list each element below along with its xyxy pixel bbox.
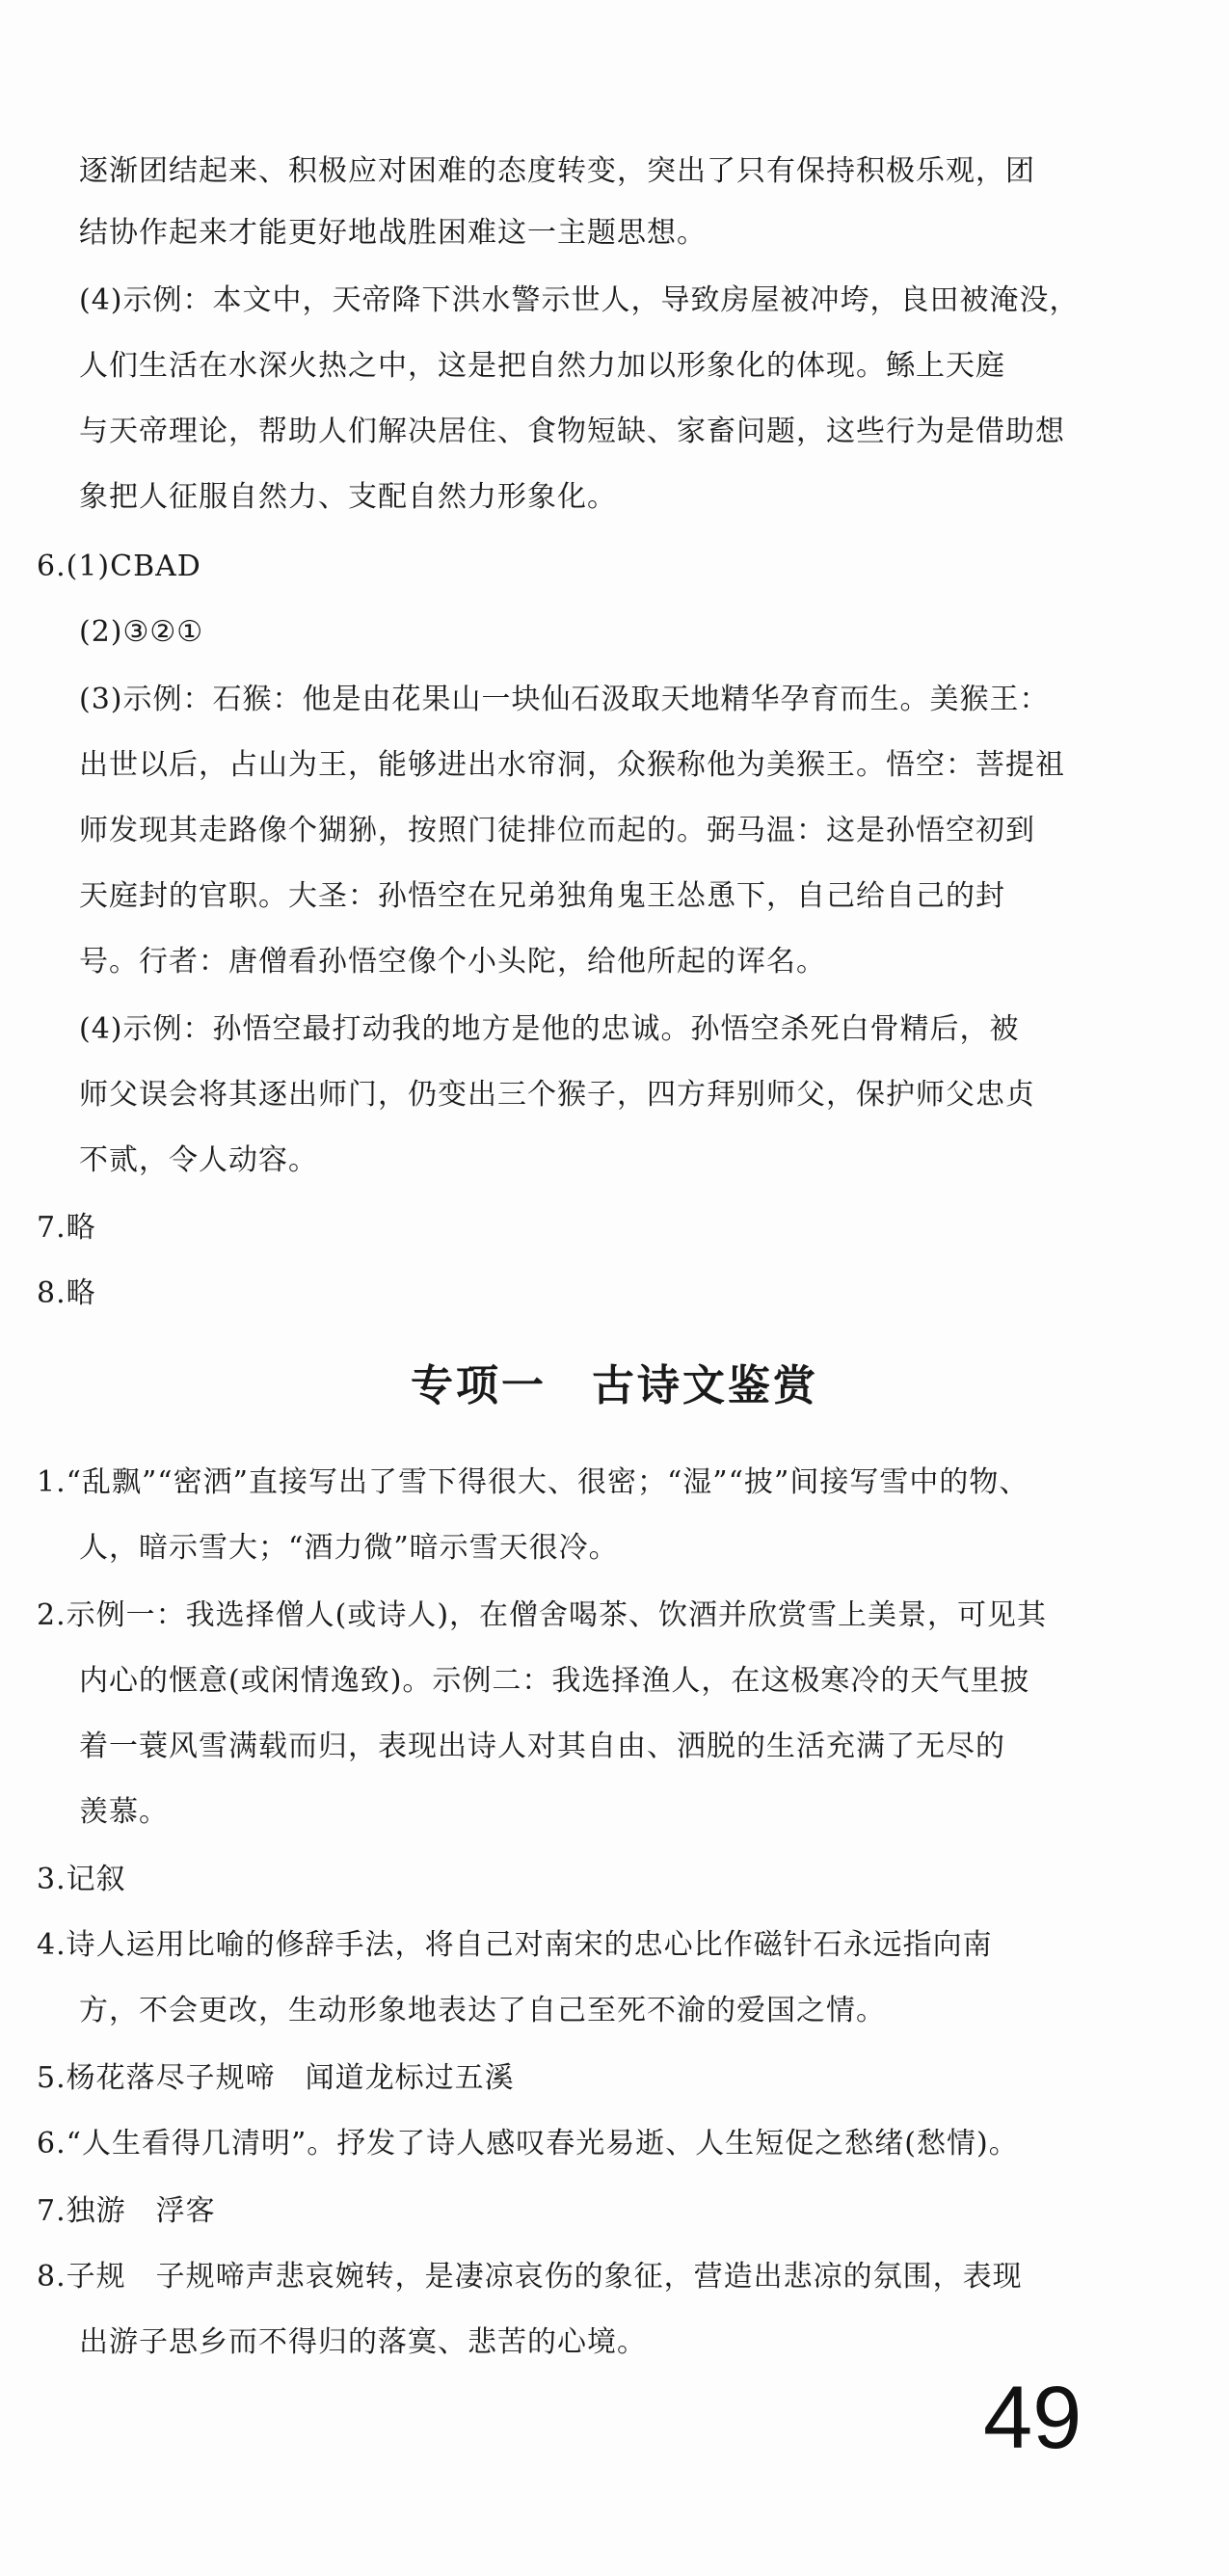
text-line: 师父误会将其逐出师门，仍变出三个猴子，四方拜别师父，保护师父忠贞 <box>79 1078 1035 1112</box>
text-line: 1.“乱飘”“密洒”直接写出了雪下得很大、很密；“湿”“披”间接写雪中的物、 <box>37 1465 1029 1499</box>
text-line: 逐渐团结起来、积极应对困难的态度转变，突出了只有保持积极乐观，团 <box>79 154 1035 188</box>
section-title: 专项一 古诗文鉴赏 <box>411 1361 818 1410</box>
text-line: (4)示例：孙悟空最打动我的地方是他的忠诚。孙悟空杀死白骨精后，被 <box>79 1012 1020 1046</box>
text-line: 结协作起来才能更好地战胜困难这一主题思想。 <box>79 216 707 250</box>
text-line: 4.诗人运用比喻的修辞手法，将自己对南宋的忠心比作磁针石永远指向南 <box>37 1928 993 1962</box>
text-line: 方，不会更改，生动形象地表达了自己至死不渝的爱国之情。 <box>79 1994 886 2027</box>
text-line: 2.示例一：我选择僧人(或诗人)，在僧舍喝茶、饮酒并欣赏雪上美景，可见其 <box>37 1598 1048 1632</box>
text-line: 着一蓑风雪满载而归，表现出诗人对其自由、洒脱的生活充满了无尽的 <box>79 1730 1005 1763</box>
text-line: 5.杨花落尽子规啼 闻道龙标过五溪 <box>37 2061 515 2095</box>
text-line: 7.独游 浮客 <box>37 2194 216 2228</box>
text-line: 8.子规 子规啼声悲哀婉转，是凄凉哀伤的象征，营造出悲凉的氛围，表现 <box>37 2260 1023 2294</box>
text-line: 出游子思乡而不得归的落寞、悲苦的心境。 <box>79 2325 647 2359</box>
text-line: 6.(1)CBAD <box>37 550 201 583</box>
text-line: 与天帝理论，帮助人们解决居住、食物短缺、家畜问题，这些行为是借助想 <box>79 415 1065 448</box>
text-line: 人们生活在水深火热之中，这是把自然力加以形象化的体现。鲧上天庭 <box>79 349 1005 383</box>
text-line: (2)③②① <box>79 615 204 649</box>
text-line: 象把人征服自然力、支配自然力形象化。 <box>79 480 617 514</box>
text-line: 7.略 <box>37 1211 96 1245</box>
page-number: 49 <box>983 2369 1082 2467</box>
text-line: 人，暗示雪大；“酒力微”暗示雪天很冷。 <box>79 1531 619 1565</box>
text-line: 3.记叙 <box>37 1863 126 1896</box>
text-line: (3)示例：石猴：他是由花果山一块仙石汲取天地精华孕育而生。美猴王： <box>79 683 1050 716</box>
text-line: 6.“人生看得几清明”。抒发了诗人感叹春光易逝、人生短促之愁绪(愁情)。 <box>37 2127 1019 2160</box>
text-line: 羡慕。 <box>79 1795 169 1829</box>
text-line: 8.略 <box>37 1276 96 1310</box>
text-line: 号。行者：唐僧看孙悟空像个小头陀，给他所起的诨名。 <box>79 945 826 979</box>
text-line: 天庭封的官职。大圣：孙悟空在兄弟独角鬼王怂恿下，自己给自己的封 <box>79 879 1005 913</box>
text-line: (4)示例：本文中，天帝降下洪水警示世人，导致房屋被冲垮，良田被淹没， <box>79 283 1080 317</box>
text-line: 出世以后，占山为王，能够进出水帘洞，众猴称他为美猴王。悟空：菩提祖 <box>79 748 1065 782</box>
text-line: 师发现其走路像个猢狲，按照门徒排位而起的。弼马温：这是孙悟空初到 <box>79 814 1035 847</box>
text-line: 内心的惬意(或闲情逸致)。示例二：我选择渔人，在这极寒冷的天气里披 <box>79 1664 1030 1698</box>
text-line: 不贰，令人动容。 <box>79 1143 318 1177</box>
